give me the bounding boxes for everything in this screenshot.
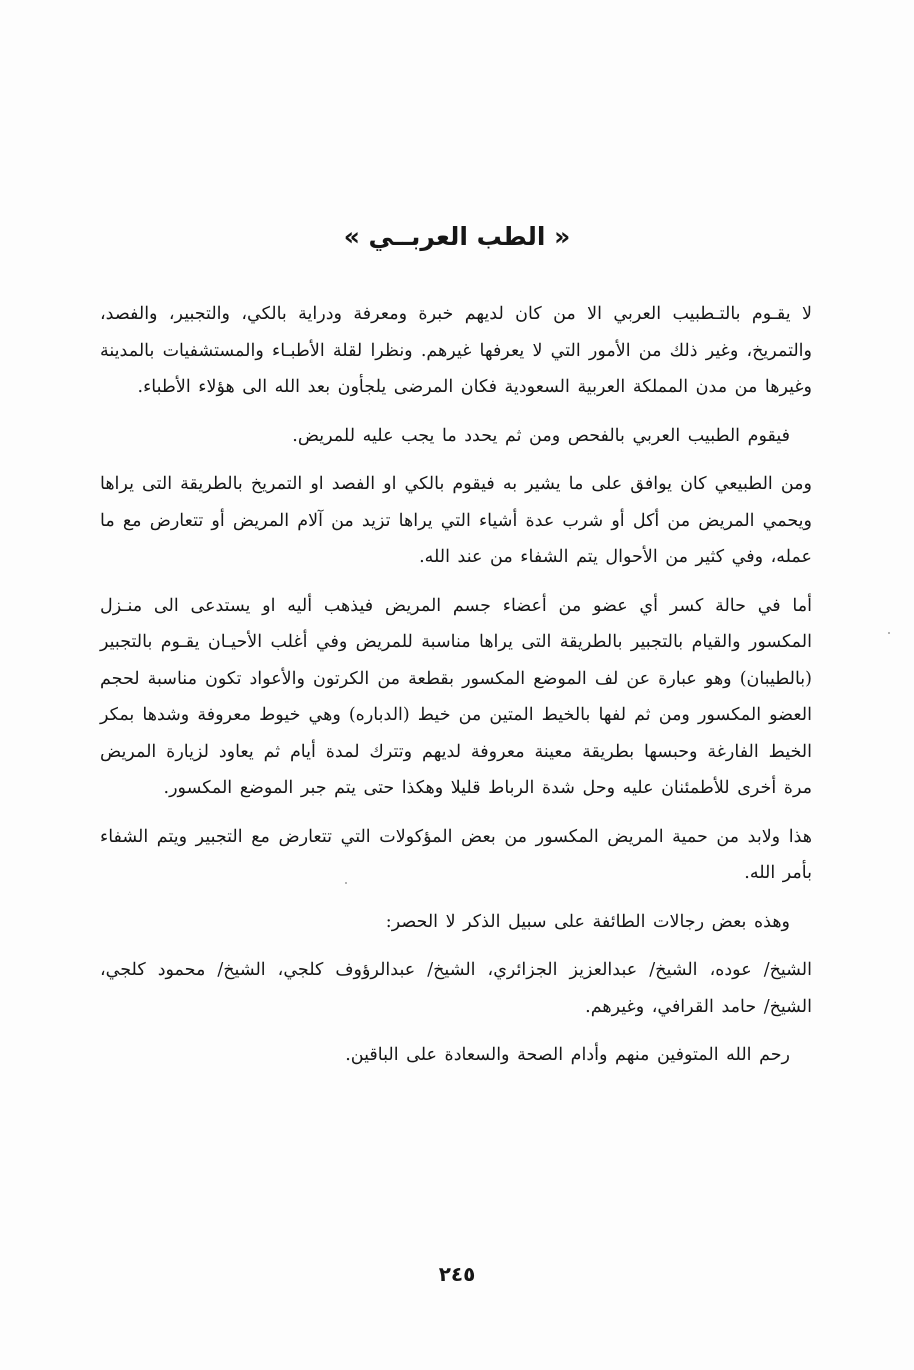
page-number: ٢٤٥	[438, 1262, 476, 1286]
paragraph-fracture: أما في حالة كسر أي عضو من أعضاء جسم المريض فيذهب أليه او يستدعى الى منـزل المكسور والقيام بالتجبير بالطريقة التى يراها مناسبة للمريض وفي أغلب الأحيـان يقـوم بالتجبير (بالطيبان) وهو عبارة عن لف الموضع المكسور بقطعة من الكرتون والأعواد تكون مناسبة لحجم العضو المكسور ومن ثم لفها بالخيط المتين من خيط (الدباره) وهي خيوط معروفة وشدها بمكر الخيط الفارغة وحبسها بطريقة معينة معروفة لديهم وتترك لمدة أيام ثم يعاود لزيارة المريض مرة أخرى للأطمئنان عليه وحل شدة الرباط قليلا وهكذا حتى يتم جبر الموضع المكسور.	[100, 595, 812, 798]
paragraph-diet: هذا ولابد من حمية المريض المكسور من بعض المؤكولات التي تتعارض مع التجبير ويتم الشفاء بأمر الله.	[100, 826, 812, 883]
page-title: « الطب العربــي »	[343, 222, 571, 251]
paragraph-examination: فيقوم الطبيب العربي بالفحص ومن ثم يحدد ما يجب عليه للمريض.	[292, 425, 790, 446]
paragraph-practitioners-list: الشيخ/ عوده، الشيخ/ عبدالعزيز الجزائري، الشيخ/ عبدالرؤوف كلجي، الشيخ/ محمود كلجي، الشيخ/ حامد القرافي، وغيرهم.	[100, 960, 812, 1017]
paragraph-treatment: ومن الطبيعي كان يوافق على ما يشير به فيقوم بالكي او الفصد او التمريخ بالطريقة التى يراها ويحمي المريض من أكل أو شرب عدة أشياء التي يراها تزيد من آلام المريض أو تتعارض مع ما عمله، وفي كثير من الأحوال يتم الشفاء من عند الله.	[100, 474, 812, 567]
scan-speck	[888, 632, 890, 634]
paragraph-closing-prayer: رحم الله المتوفين منهم وأدام الصحة والسعادة على الباقين.	[345, 1045, 790, 1065]
scan-speck	[345, 882, 347, 884]
body-text	[100, 296, 812, 1086]
paragraph-practitioners-intro: وهذه بعض رجالات الطائفة على سبيل الذكر لا الحصر:	[385, 911, 790, 932]
paragraph-intro: لا يقـوم بالتـطبيب العربي الا من كان لديهم خبرة ومعرفة ودراية بالكي، والتجبير، والفصد، والتمريخ، وغير ذلك من الأمور التي لا يعرفها غيرهم. ونظرا لقلة الأطبـاء والمستشفيات بالمدينة وغيرها من مدن المملكة العربية السعودية فكان المرضى يلجأون بعد الله الى هؤلاء الأطباء.	[100, 304, 812, 397]
